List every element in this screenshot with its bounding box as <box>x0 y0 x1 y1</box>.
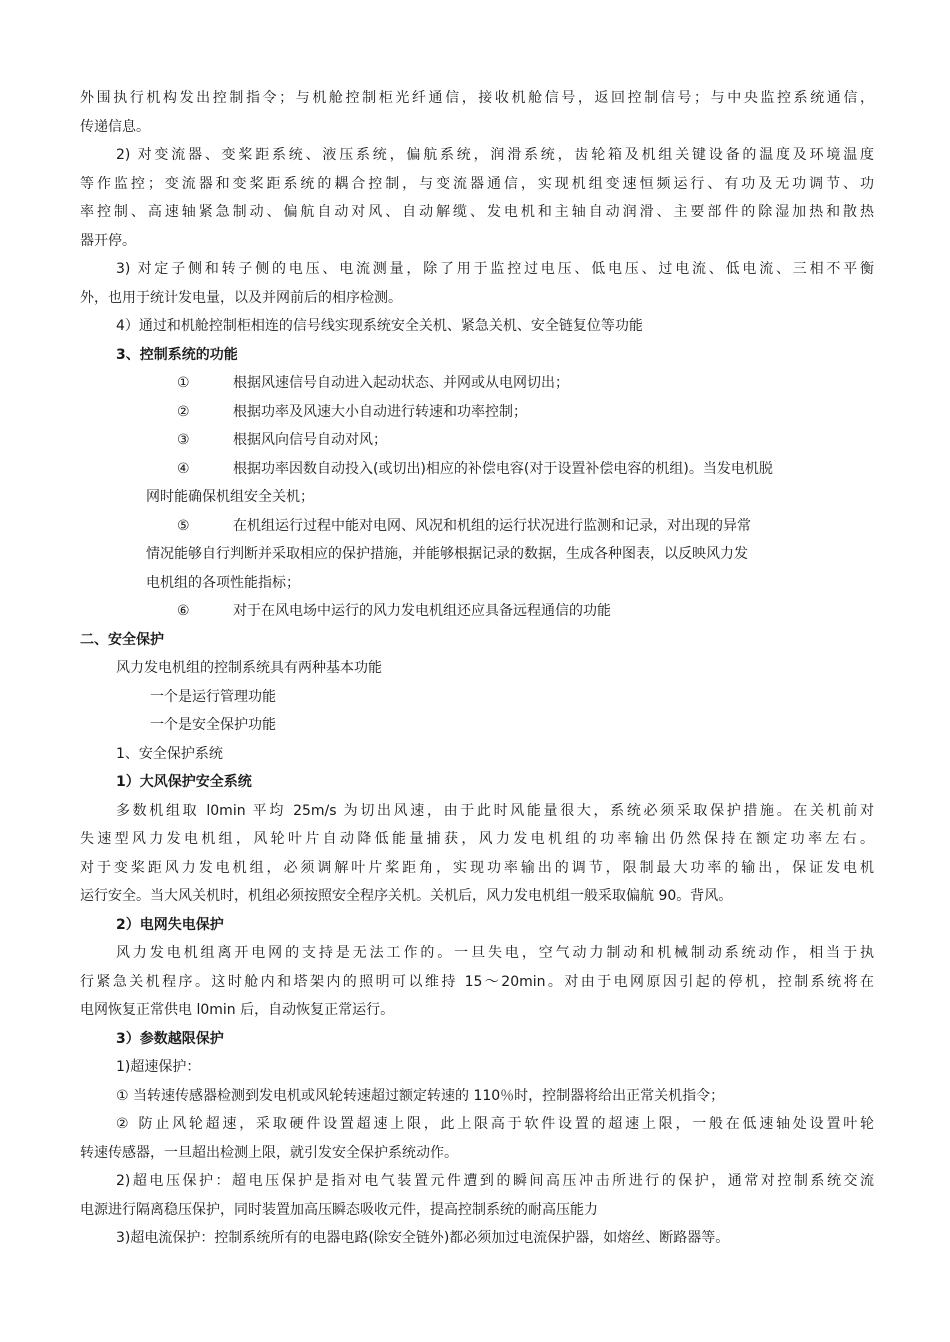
subsection-heading: 1、安全保护系统 <box>116 745 223 762</box>
paragraph-line: 运行安全。当大风关机时，机组必须按照安全程序关机。关机后，风力发电机组一般采取偏航 90。背风。 <box>80 888 733 904</box>
item-text: 根据功率因数自动投入(或切出)相应的补偿电容(对于设置补偿电容的机组)。当发电机脱 <box>233 460 773 477</box>
item-text: 根据功率及风速大小自动进行转速和功率控制； <box>233 403 527 420</box>
paragraph-line: 3) 对定子侧和转子侧的电压、电流测量，除了用于监控过电压、低电压、过电流、低电流、三相不平衡 <box>116 261 874 277</box>
item-text: 根据风向信号自动对风； <box>233 432 387 448</box>
item-text: 在机组运行过程中能对电网、风况和机组的运行状况进行监测和记录，对出现的异常 <box>233 517 751 534</box>
paragraph-line: 2) 对变流器、变桨距系统、液压系统，偏航系统，润滑系统，齿轮箱及机组关键设备的温度及环境温度 <box>116 147 874 163</box>
paragraph-line: 3)超电流保护：控制系统所有的电器电路(除安全链外)都必须加过电流保护器，如熔丝、断路器等。 <box>116 1230 730 1246</box>
paragraph-line: ② 防止风轮超速，采取硬件设置超速上限，此上限高于软件设置的超速上限，一般在低速轴处设置叶轮 <box>116 1116 874 1132</box>
paragraph-line: 率控制、高速轴紧急制动、偏航自动对风、自动解缆、发电机和主轴自动润滑、主要部件的除湿加热和散热 <box>80 204 874 220</box>
subsection-heading: 2）电网失电保护 <box>116 916 224 933</box>
item-marker: ⑥ <box>177 603 190 619</box>
paragraph-line: 转速传感器，一旦超出检测上限，就引发安全保护系统动作。 <box>80 1144 458 1161</box>
section-heading: 3、控制系统的功能 <box>116 346 238 363</box>
paragraph-line: 外围执行机构发出控制指令；与机舱控制柜光纤通信，接收机舱信号，返回控制信号；与中央监控系统通信， <box>80 90 874 106</box>
subsection-heading: 3）参数越限保护 <box>116 1030 224 1047</box>
function-item-continued: 电机组的各项性能指标； <box>146 574 300 591</box>
item-marker: ⑤ <box>177 517 190 534</box>
function-item <box>80 369 874 398</box>
paragraph-line: 器开停。 <box>80 232 136 249</box>
document-page <box>80 84 874 1253</box>
function-item <box>80 426 874 455</box>
subsection-heading: 1）大风保护安全系统 <box>116 774 252 790</box>
paragraph-line: 行紧急关机程序。这时舱内和塔架内的照明可以维持 15～20min。对由于电网原因引起的停机，控制系统将在 <box>80 973 874 990</box>
paragraph-line: ① 当转速传感器检测到发电机或风轮转速超过额定转速的 110％时，控制器将给出正常关机指令； <box>116 1087 725 1104</box>
item-marker: ② <box>177 403 190 420</box>
paragraph-line: 等作监控；变流器和变桨距系统的耦合控制，与变流器通信，实现机组变速恒频运行、有功及无功调节、功 <box>80 175 874 192</box>
function-item <box>80 597 874 626</box>
item-marker: ① <box>177 375 190 391</box>
paragraph-line: 风力发电机组离开电网的支持是无法工作的。一旦失电，空气动力制动和机械制动系统动作，相当于执 <box>116 945 874 961</box>
paragraph-line: 1)超速保护： <box>116 1059 201 1075</box>
chapter-heading: 二、安全保护 <box>80 631 164 648</box>
paragraph-line: 4）通过和机舱控制柜相连的信号线实现系统安全关机、紧急关机、安全链复位等功能 <box>116 318 643 334</box>
paragraph-line: 外，也用于统计发电量，以及并网前后的相序检测。 <box>80 289 402 306</box>
paragraph-line: 失速型风力发电机组，风轮叶片自动降低能量捕获，风力发电机组的功率输出仍然保持在额定功率左右。 <box>80 831 874 847</box>
function-item <box>80 398 874 427</box>
item-text: 根据风速信号自动进入起动状态、并网或从电网切出； <box>233 375 569 391</box>
paragraph-line: 电网恢复正常供电 l0min 后，自动恢复正常运行。 <box>80 1002 395 1018</box>
paragraph-line: 2)超电压保护：超电压保护是指对电气装置元件遭到的瞬间高压冲击所进行的保护，通常对控制系统交流 <box>116 1173 874 1189</box>
paragraph-line: 一个是安全保护功能 <box>150 717 276 733</box>
function-item <box>80 512 874 541</box>
paragraph-line: 多数机组取 l0min 平均 25m/s 为切出风速，由于此时风能量很大，系统必须采取保护措施。在关机前对 <box>116 802 874 819</box>
item-marker: ③ <box>177 432 190 448</box>
item-text: 对于在风电场中运行的风力发电机组还应具备远程通信的功能 <box>233 603 611 619</box>
paragraph-line: 电源进行隔离稳压保护，同时装置加高压瞬态吸收元件，提高控制系统的耐高压能力 <box>80 1201 598 1218</box>
function-item-continued: 网时能确保机组安全关机； <box>146 489 314 505</box>
item-marker: ④ <box>177 460 190 477</box>
paragraph-line: 风力发电机组的控制系统具有两种基本功能 <box>116 660 382 676</box>
paragraph-line: 一个是运行管理功能 <box>150 688 276 705</box>
function-item <box>80 455 874 484</box>
function-item-continued: 情况能够自行判断并采取相应的保护措施，并能够根据记录的数据，生成各种图表，以反映风力发 <box>146 546 748 562</box>
paragraph-line: 传递信息。 <box>80 118 150 135</box>
paragraph-line: 对于变桨距风力发电机组，必须调解叶片桨距角，实现功率输出的调节，限制最大功率的输出，保证发电机 <box>80 859 874 876</box>
